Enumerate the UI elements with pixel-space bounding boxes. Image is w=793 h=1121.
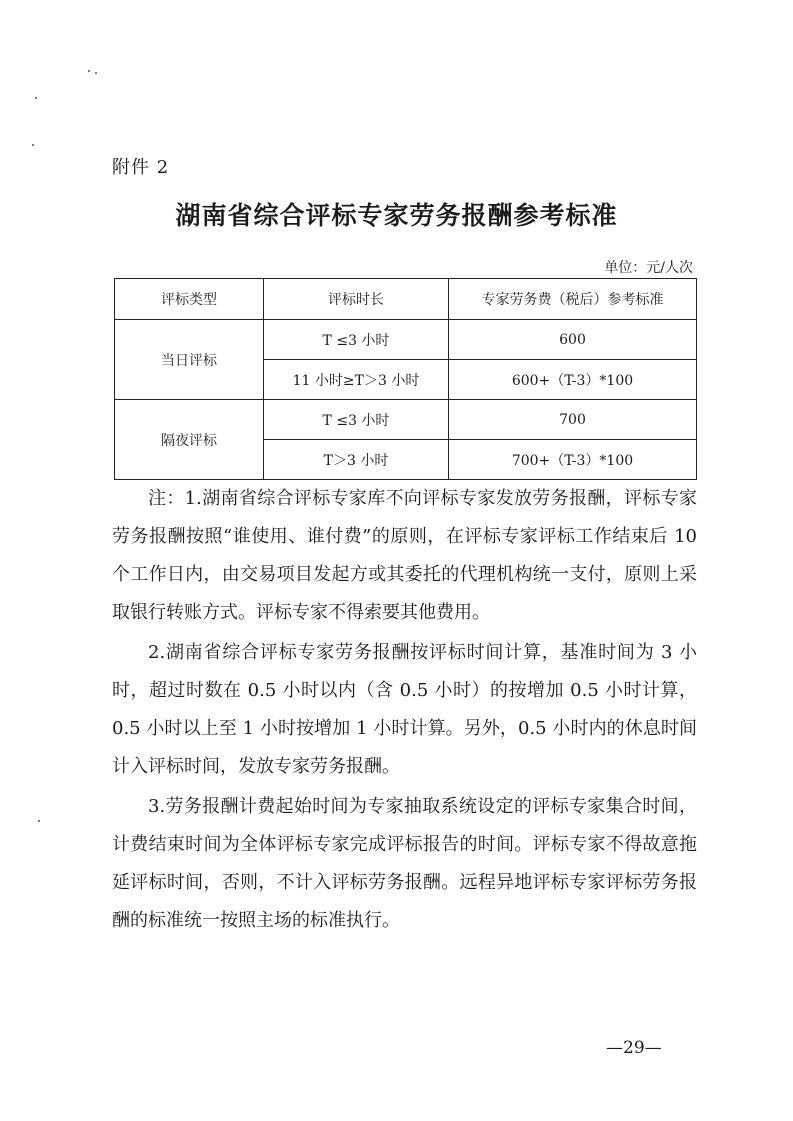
duration-cell: T＞3 小时	[264, 440, 449, 480]
fee-cell: 600	[449, 320, 697, 360]
duration-cell: T ≤3 小时	[264, 400, 449, 440]
scan-speck	[38, 820, 40, 822]
scan-speck	[32, 144, 34, 146]
fee-cell: 700+（T-3）*100	[449, 440, 697, 480]
table-header-row	[115, 279, 697, 320]
fee-cell: 700	[449, 400, 697, 440]
note-paragraph-1: 注：1.湖南省综合评标专家库不向评标专家发放劳务报酬，评标专家劳务报酬按照“谁使用、谁付费”的原则，在评标专家评标工作结束后 10 个工作日内，由交易项目发起方或其委托的代理机构统一支付，原则上采取银行转账方式。评标专家不得索要其他费用。	[112, 488, 697, 623]
type-cell: 当日评标	[115, 320, 264, 400]
type-cell: 隔夜评标	[115, 400, 264, 480]
scan-speck	[88, 70, 90, 72]
scan-speck	[35, 97, 37, 99]
header-cell-type: 评标类型	[115, 279, 264, 320]
note-paragraph-3: 3.劳务报酬计费起始时间为专家抽取系统设定的评标专家集合时间，计费结束时间为全体评标专家完成评标报告的时间。评标专家不得故意拖延评标时间，否则，不计入评标劳务报酬。远程异地评标专家评标劳务报酬的标准统一按照主场的标准执行。	[112, 796, 697, 931]
note-paragraph-2: 2.湖南省综合评标专家劳务报酬按评标时间计算，基准时间为 3 小时，超过时数在 0.5 小时以内（含 0.5 小时）的按增加 0.5 小时计算，0.5 小时以上至 1 小时按增加 1 小时计算。另外，0.5 小时内的休息时间计入评标时间，发放专家劳务报酬。	[112, 642, 697, 777]
page-number: —29—	[606, 1038, 662, 1058]
fee-cell: 600+（T-3）*100	[449, 360, 697, 400]
notes-section	[112, 480, 697, 942]
attachment-label: 附件 2	[112, 157, 170, 178]
unit-label: 单位：元/人次	[604, 260, 693, 276]
duration-cell: 11 小时≥T＞3 小时	[264, 360, 449, 400]
header-cell-duration: 评标时长	[264, 279, 449, 320]
duration-cell: T ≤3 小时	[264, 320, 449, 360]
table-row	[115, 400, 697, 440]
fee-table	[114, 278, 697, 480]
scan-speck	[95, 72, 97, 74]
document-title: 湖南省综合评标专家劳务报酬参考标准	[175, 201, 618, 230]
header-cell-fee: 专家劳务费（税后）参考标准	[449, 279, 697, 320]
table-row	[115, 320, 697, 360]
